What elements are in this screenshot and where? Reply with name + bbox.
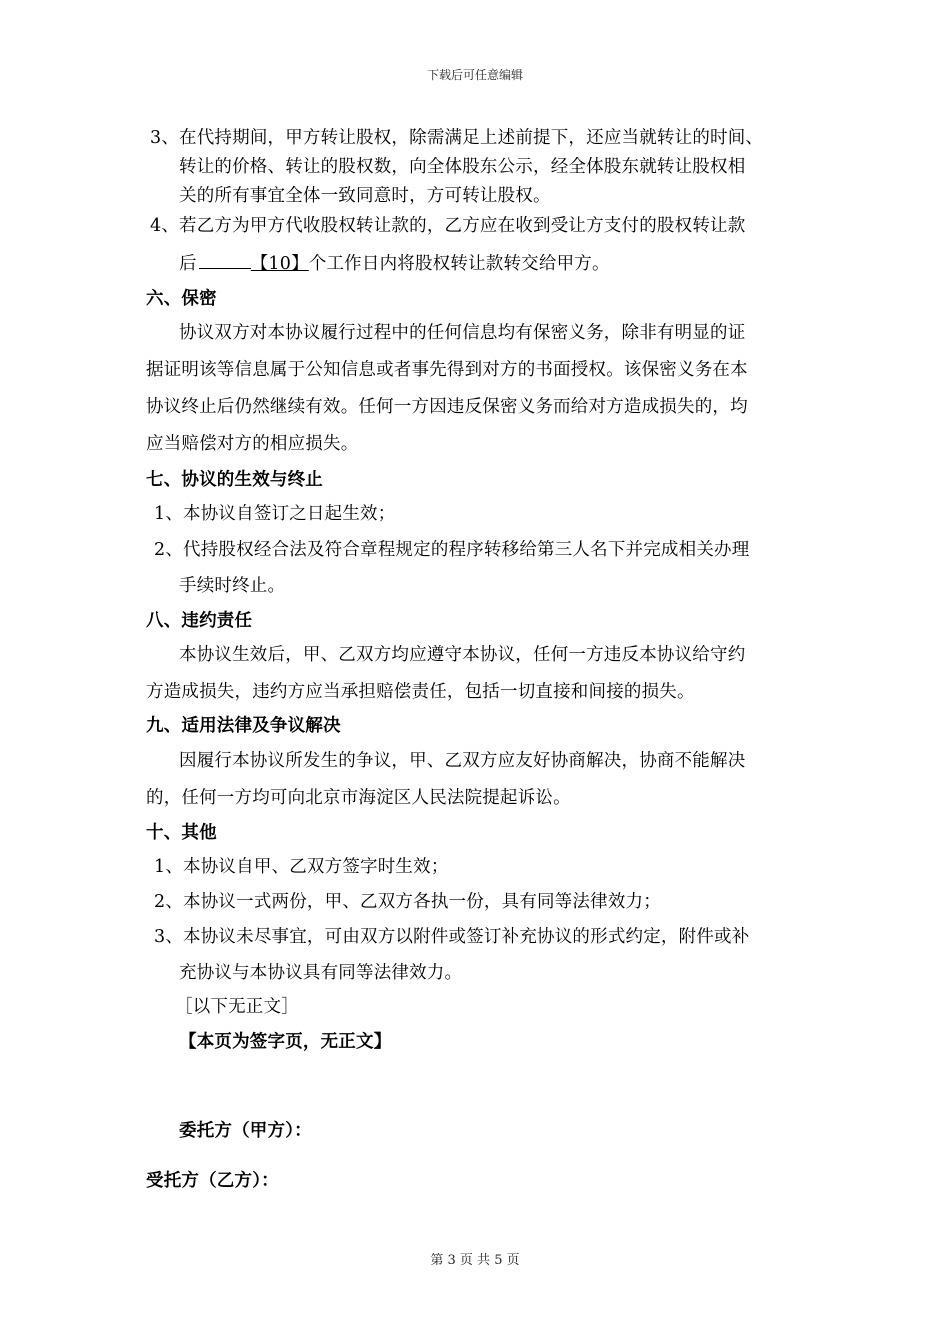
s7-item2-line2: 手续时终止。: [179, 576, 286, 596]
s9-para-line1: 因履行本协议所发生的争议，甲、乙双方应友好协商解决，协商不能解决: [179, 751, 746, 771]
s5-item4-line2: [179, 250, 610, 275]
s8-para-line2: 方造成损失，违约方应当承担赔偿责任，包括一切直接和间接的损失。: [146, 682, 695, 702]
s9-para-line2: 的，任何一方均可向北京市海淀区人民法院提起诉讼。: [146, 788, 571, 808]
s5-item4-post: 个工作日内将股权转让款转交给甲方。: [308, 254, 610, 274]
s6-para-line1: 协议双方对本协议履行过程中的任何信息均有保密义务，除非有明显的证: [179, 323, 746, 343]
s5-item4-line1: 4、若乙方为甲方代收股权转让款的，乙方应在收到受让方支付的股权转让款: [150, 216, 746, 236]
working-days-value: 【10】: [250, 254, 309, 274]
section-10-title: 十、其他: [146, 823, 217, 843]
s10-item1: 1、本协议自甲、乙双方签字时生效；: [154, 857, 449, 877]
s6-para-line2: 据证明该等信息属于公知信息或者事先得到对方的书面授权。该保密义务在本: [146, 360, 748, 380]
signature-page-note: 【本页为签字页，无正文】: [179, 1032, 392, 1052]
s5-item3-line3: 关的所有事宜全体一致同意时，方可转让股权。: [179, 186, 551, 206]
s5-item3-line2: 转让的价格、转让的股权数，向全体股东公示，经全体股东就转让股权相: [179, 157, 746, 177]
s10-item2: 2、本协议一式两份，甲、乙双方各执一份，具有同等法律效力；: [154, 892, 661, 912]
s10-item3-line2: 充协议与本协议具有同等法律效力。: [179, 963, 463, 983]
s6-para-line3: 协议终止后仍然继续有效。任何一方因违反保密义务而给对方造成损失的，均: [146, 397, 748, 417]
page-number: 第 3 页 共 5 页: [430, 1253, 520, 1268]
page-header: 下载后可任意编辑: [426, 68, 523, 82]
s10-item3-line1: 3、本协议未尽事宜，可由双方以附件或签订补充协议的形式约定，附件或补: [154, 927, 750, 947]
section-8-title: 八、违约责任: [146, 611, 253, 631]
fill-in-blank: [199, 254, 251, 269]
section-7-title: 七、协议的生效与终止: [146, 470, 323, 490]
end-of-text-note: ［以下无正文］: [175, 997, 299, 1017]
s7-item2-line1: 2、代持股权经合法及符合章程规定的程序转移给第三人名下并完成相关办理: [154, 540, 750, 560]
s8-para-line1: 本协议生效后，甲、乙双方均应遵守本协议，任何一方违反本协议给守约: [179, 645, 746, 665]
s7-item1: 1、本协议自签订之日起生效；: [154, 504, 396, 524]
party-b-signature-label: 受托方（乙方）：: [146, 1171, 279, 1191]
section-6-title: 六、保密: [146, 289, 217, 309]
s6-para-line4: 应当赔偿对方的相应损失。: [146, 434, 359, 454]
party-a-signature-label: 委托方（甲方）：: [179, 1121, 312, 1141]
s5-item4-pre: 后: [179, 254, 197, 274]
s5-item3-line1: 3、在代持期间，甲方转让股权，除需满足上述前提下，还应当就转让的时间、: [150, 128, 764, 148]
section-9-title: 九、适用法律及争议解决: [146, 716, 341, 736]
